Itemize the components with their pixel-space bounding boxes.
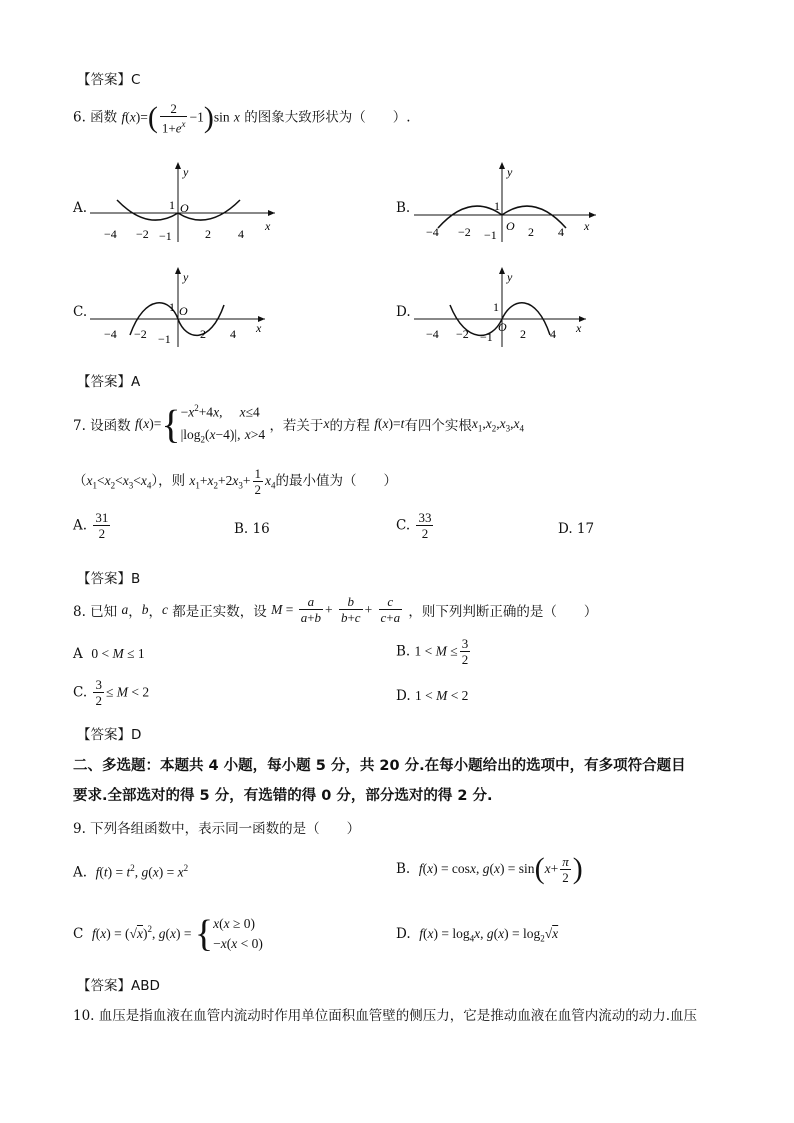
graph-a-y: y (183, 165, 189, 179)
section-2-heading-line2: 要求.全部选对的得 5 分，有选错的得 0 分，部分选对的得 2 分. (73, 788, 493, 804)
graph-c-t2: −2 (134, 327, 147, 341)
graph-a-t2: −2 (136, 227, 149, 241)
graph-d-y: y (507, 270, 513, 284)
q8-option-d: D. 1 < M < 2 (396, 688, 469, 704)
graph-c-o: O (179, 304, 188, 318)
graph-b-t1: −4 (426, 225, 439, 239)
graph-c (90, 265, 270, 347)
graph-d-t1: −4 (426, 327, 439, 341)
graph-b (414, 160, 604, 242)
q7-number: 7. 设函数 (73, 418, 131, 435)
q7-line2-mid: ），则 (151, 473, 186, 489)
question-10: 10. 血压是指血液在血管内流动时作用单位面积血管壁的侧压力，它是推动血液在血管内流动的动力.血压 (73, 1008, 698, 1024)
graph-a-x: x (265, 219, 271, 233)
graph-a (90, 160, 280, 242)
q8-number: 8. 已知 (73, 604, 118, 620)
answer-q8: 【答案】D (77, 727, 142, 743)
graph-b-one: 1 (494, 199, 500, 213)
section-2-heading-line1: 二、多选题：本题共 4 小题，每小题 5 分，共 20 分.在每小题给出的选项中，有多项符合题目 (73, 758, 686, 774)
q7-mid2: 的方程 (329, 418, 370, 435)
question-7-line2: $(x_1<x_2<x_3<x_4)$，则 $x_1+x_2+2x_3+$ $\frac{1}{2}$ $x_4$的最小值为（ ） (73, 466, 398, 497)
q7-option-d: D. 17 (558, 521, 595, 537)
q7-a-num: 31 (95, 510, 109, 525)
graph-c-t4: 4 (230, 327, 236, 341)
graph-d-x: x (576, 321, 582, 335)
q8-tail: ，则下列判断正确的是（ ） (408, 604, 598, 620)
question-7: 7. 设函数 f(x)={ $-x^2+4x$, x≤4 $|\log_2(x-4)|$, x>4 ，若关于x的方程 f(x)=t有四个实根$x_1,x_2,x_3,x_4$ (73, 401, 524, 447)
question-9: 9. 下列各组函数中，表示同一函数的是（ ） (73, 821, 361, 837)
graph-b-x: x (584, 219, 590, 233)
graph-b-neg-one: −1 (484, 228, 497, 242)
graph-c-y: y (183, 270, 189, 284)
q6-option-a-label: A. (73, 200, 88, 216)
graph-d-t4: 4 (550, 327, 556, 341)
graph-b-t4: 4 (558, 225, 564, 239)
answer-q7: 【答案】B (77, 571, 141, 587)
graph-c-t1: −4 (104, 327, 117, 341)
graph-d-neg-one: −1 (480, 330, 493, 344)
q7-a-den: 2 (98, 526, 106, 541)
graph-b-t2: −2 (458, 225, 471, 239)
q9-option-b: B. f(x) = cosx, g(x) = sin(x+ $\frac{\pi}{2}$ ) (396, 852, 583, 885)
graph-c-x: x (256, 321, 262, 335)
q7-option-b: B. 16 (234, 521, 270, 537)
q7-c-den: 2 (421, 526, 429, 541)
graph-b-o: O (506, 219, 515, 233)
question-8: 8. 已知 a，b，c 都是正实数，设 M = $\frac{a}{a+b}$ + $\frac{b}{b+c}$ + $\frac{c}{c+a}$ ，则下列判断正确的是（ ） (73, 594, 598, 625)
q9-option-d: D. $f(x) = \log_4x$, $g(x) = \log_2√x$ (396, 926, 559, 944)
q6-tail: 的图象大致形状为（ ）. (244, 109, 411, 126)
q9-option-a: A. $f(t) = t^2$, $g(x) = x^2$ (73, 863, 189, 881)
graph-c-neg-one: −1 (158, 332, 171, 346)
graph-a-t1: −4 (104, 227, 117, 241)
graph-a-t4: 4 (238, 227, 244, 241)
graph-d-o: O (498, 320, 507, 334)
q8-option-c: C. $\frac{3}{2}$ ≤ M < 2 (73, 677, 150, 708)
graph-d (414, 265, 594, 347)
q6-option-d-label: D. (396, 304, 411, 320)
q7-mid3: 有四个实根 (404, 418, 472, 435)
answer-q5: 【答案】C (77, 72, 141, 88)
question-6: 6. 函数 f(x)=( $\frac{2}{1+e^x}$ −1)sin x 的图象大致形状为（ ）. (73, 101, 411, 136)
q9-option-c: C $f(x) = (√x)^2$, g(x) = { x(x ≥ 0) −x(x < 0) (73, 913, 263, 955)
q7-c-num: 33 (418, 510, 432, 525)
q7-option-a: A. $\frac{31}{2}$ (73, 510, 109, 541)
q8-option-b: B. 1 < M ≤ $\frac{3}{2}$ (396, 636, 469, 667)
graph-b-t3: 2 (528, 225, 534, 239)
graph-a-t3: 2 (205, 227, 211, 241)
q7-line2-tail: 的最小值为（ ） (275, 473, 398, 489)
q8-option-a: A 0 < M ≤ 1 (73, 646, 145, 662)
graph-a-o: O (180, 201, 189, 215)
graph-a-one: 1 (169, 198, 175, 212)
q7-mid: ，若关于 (269, 418, 324, 435)
graph-c-t3: 2 (200, 327, 206, 341)
answer-q9: 【答案】ABD (77, 978, 160, 994)
q6-option-c-label: C. (73, 304, 88, 320)
q8-mid: 都是正实数，设 (172, 604, 267, 620)
graph-d-one: 1 (493, 300, 499, 314)
graph-a-neg-one: −1 (159, 229, 172, 242)
q7-line2-open: （ (73, 473, 87, 489)
graph-b-y: y (507, 165, 513, 179)
q6-option-b-label: B. (396, 200, 411, 216)
graph-c-one: 1 (169, 300, 175, 314)
graph-d-t3: 2 (520, 327, 526, 341)
answer-q6: 【答案】A (77, 374, 141, 390)
graph-d-t2: −2 (456, 327, 469, 341)
q7-option-c: C. $\frac{33}{2}$ (396, 510, 432, 541)
q6-number: 6. 函数 (73, 109, 118, 126)
